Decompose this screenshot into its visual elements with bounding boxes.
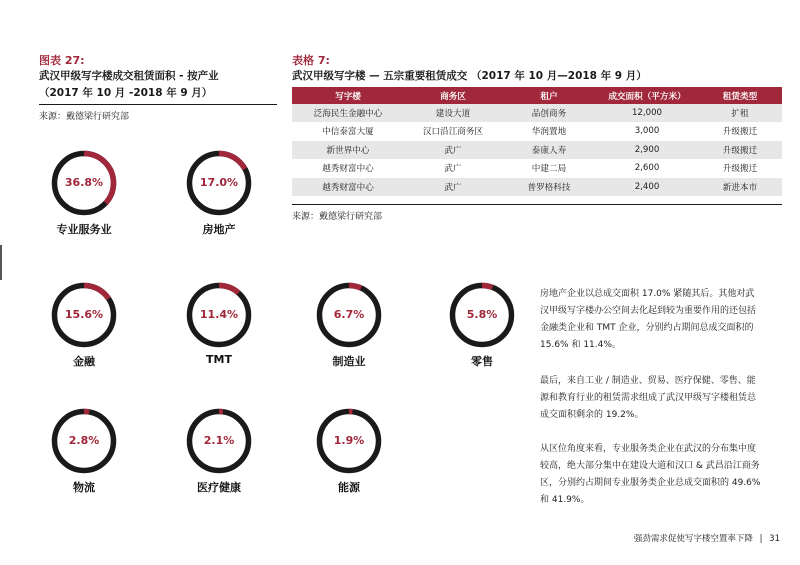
donut-chart [49, 406, 119, 476]
paragraph-real-estate [540, 286, 775, 354]
cell-lease-type: 升级搬迁 [698, 159, 782, 178]
donut-chart [184, 280, 254, 350]
cell-tenant: 普罗格科技 [502, 178, 596, 197]
figure-title-rule [39, 104, 277, 105]
donut-chart [49, 280, 119, 350]
donut-category-label: 制造业 [332, 355, 366, 368]
figure-title-line1: 武汉甲级写字楼成交租赁面积 - 按产业 [39, 70, 219, 82]
donut-category-label: 金融 [73, 355, 95, 368]
cell-building: 泛海民生金融中心 [292, 104, 404, 122]
lease-table-wrapper [292, 87, 782, 197]
cell-area: 2,600 [596, 159, 698, 178]
donut-percent-label: 36.8% [64, 176, 104, 189]
paragraph-line: 成交面积剩余的 19.2%。 [540, 410, 644, 420]
donut-percent-label: 17.0% [199, 176, 239, 189]
table-header-row [292, 87, 782, 104]
cell-lease-type: 新进本市 [698, 178, 782, 197]
cell-area: 2,400 [596, 178, 698, 197]
donut-percent-label: 2.8% [68, 434, 100, 447]
donut-chart [314, 280, 384, 350]
page-edge-mark [0, 245, 2, 280]
table-row [292, 122, 782, 141]
header-building: 写字楼 [292, 87, 404, 104]
header-district: 商务区 [404, 87, 502, 104]
header-tenant: 租户 [502, 87, 596, 104]
donut-percent-label: 1.9% [333, 434, 365, 447]
cell-area: 12,000 [596, 104, 698, 122]
cell-tenant: 华润置地 [502, 122, 596, 141]
header-lease-type: 租赁类型 [698, 87, 782, 104]
paragraph-location [540, 441, 775, 509]
paragraph-line: 区，分别约占期间专业服务类企业总成交面积的 49.6% [540, 478, 761, 488]
cell-building: 越秀财富中心 [292, 159, 404, 178]
donut-percent-label: 5.8% [466, 308, 498, 321]
cell-building: 越秀财富中心 [292, 178, 404, 197]
cell-district: 汉口沿江商务区 [404, 122, 502, 141]
paragraph-line: 从区位角度来看，专业服务类企业在武汉的分布集中度 [540, 444, 757, 454]
cell-area: 2,900 [596, 141, 698, 160]
table-bottom-rule [292, 204, 782, 205]
cell-lease-type: 升级搬迁 [698, 141, 782, 160]
paragraph-line: 和 41.9%。 [540, 495, 590, 505]
paragraph-line: 汉甲级写字楼办公空间去化起到较为重要作用的还包括 [540, 306, 757, 316]
donut-category-label: 能源 [338, 481, 360, 494]
donut-category-label: TMT [206, 353, 232, 366]
paragraph-line: 最后，来自工业 / 制造业、贸易、医疗保健、零售、能 [540, 376, 756, 386]
donut-chart [447, 280, 517, 350]
footer-text: 强劲需求促使写字楼空置率下降 [633, 534, 753, 544]
donut-category-label: 零售 [471, 355, 493, 368]
cell-lease-type: 扩租 [698, 104, 782, 122]
cell-area: 3,000 [596, 122, 698, 141]
paragraph-other-industries [540, 373, 775, 424]
table-row [292, 178, 782, 197]
header-area: 成交面积（平方米） [596, 87, 698, 104]
cell-district: 建设大道 [404, 104, 502, 122]
donut-category-label: 专业服务业 [56, 223, 112, 236]
figure-title-line2: （2017 年 10 月 -2018 年 9 月） [39, 87, 213, 99]
page-number: 31 [769, 534, 780, 544]
donut-category-label: 房地产 [202, 223, 236, 236]
cell-building: 中信泰富大厦 [292, 122, 404, 141]
lease-table [292, 87, 782, 197]
cell-building: 新世界中心 [292, 141, 404, 160]
paragraph-line: 较高，绝大部分集中在建设大道和汉口 & 武昌沿江商务 [540, 461, 760, 471]
donut-chart [184, 406, 254, 476]
donut-percent-label: 11.4% [199, 308, 239, 321]
table-row [292, 104, 782, 122]
page-footer [566, 532, 780, 544]
donut-percent-label: 15.6% [64, 308, 104, 321]
table-label: 表格 7: [292, 54, 330, 67]
donut-percent-label: 2.1% [203, 434, 235, 447]
table-row [292, 159, 782, 178]
cell-lease-type: 升级搬迁 [698, 122, 782, 141]
cell-district: 武广 [404, 178, 502, 197]
figure-source: 来源：戴德梁行研究部 [39, 112, 130, 122]
footer-separator: | [759, 534, 763, 544]
cell-tenant: 品创商务 [502, 104, 596, 122]
figure-label: 图表 27: [39, 54, 85, 67]
donut-chart [184, 148, 254, 218]
donut-chart [49, 148, 119, 218]
donut-percent-label: 6.7% [333, 308, 365, 321]
donut-chart [314, 406, 384, 476]
cell-district: 武广 [404, 141, 502, 160]
paragraph-line: 源和教育行业的租赁需求组成了武汉甲级写字楼租赁总 [540, 393, 757, 403]
cell-district: 武广 [404, 159, 502, 178]
paragraph-line: 金融类企业和 TMT 企业，分别约占期间总成交面积的 [540, 323, 754, 333]
paragraph-line: 房地产企业以总成交面积 17.0% 紧随其后。其他对武 [540, 289, 755, 299]
cell-tenant: 泰康人寿 [502, 141, 596, 160]
paragraph-line: 15.6% 和 11.4%。 [540, 340, 621, 350]
cell-tenant: 中建二局 [502, 159, 596, 178]
table-row [292, 141, 782, 160]
table-source: 来源：戴德梁行研究部 [292, 212, 383, 222]
table-title: 武汉甲级写字楼 — 五宗重要租赁成交 （2017 年 10 月—2018 年 9 月） [292, 70, 647, 82]
donut-category-label: 医疗健康 [197, 481, 241, 494]
donut-category-label: 物流 [73, 481, 95, 494]
